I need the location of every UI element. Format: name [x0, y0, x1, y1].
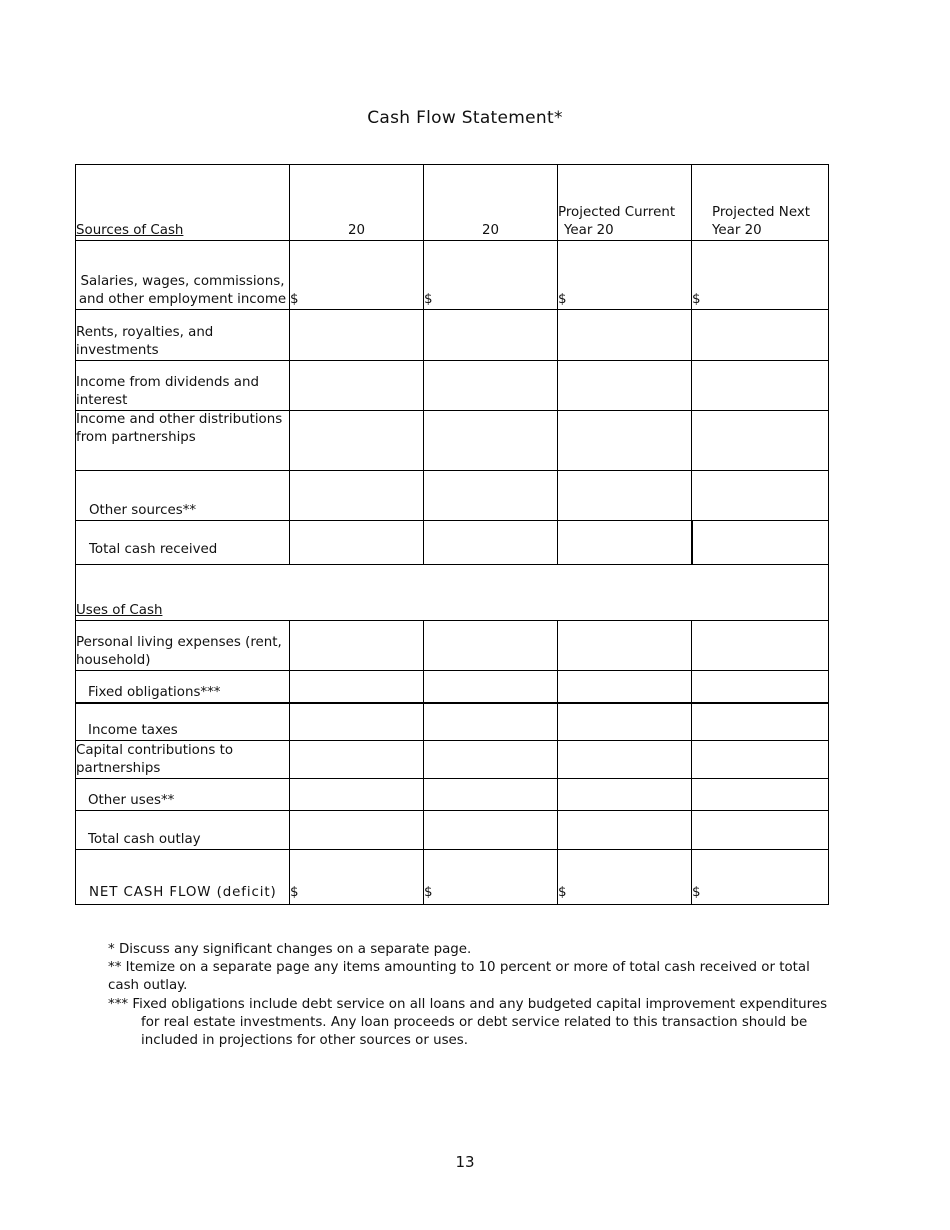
table-row	[76, 671, 829, 703]
amount-cell[interactable]	[692, 621, 829, 671]
row-label-partnership-distributions: Income and other distributions from partnerships	[76, 411, 290, 471]
amount-cell[interactable]	[424, 850, 558, 905]
footnotes	[108, 941, 838, 1050]
table-row	[76, 621, 829, 671]
amount-cell[interactable]	[424, 779, 558, 811]
projected-current-line2: Year 20	[564, 223, 614, 238]
amount-cell[interactable]	[558, 361, 692, 411]
amount-cell[interactable]	[290, 741, 424, 779]
page-title: Cash Flow Statement*	[367, 108, 563, 128]
row-label-fixed-obligations: Fixed obligations***	[76, 671, 290, 703]
amount-cell[interactable]	[692, 850, 829, 905]
uses-of-cash-heading: Uses of Cash	[76, 603, 163, 618]
column-header-projected-current	[558, 165, 692, 241]
column-header-projected-next	[692, 165, 829, 241]
amount-cell[interactable]	[692, 779, 829, 811]
row-label-total-cash-received: Total cash received	[76, 521, 290, 565]
amount-cell[interactable]	[692, 241, 829, 310]
amount-cell[interactable]	[424, 471, 558, 521]
amount-cell[interactable]	[424, 310, 558, 361]
amount-cell[interactable]	[290, 671, 424, 703]
amount-cell[interactable]	[692, 671, 829, 703]
amount-cell[interactable]	[424, 411, 558, 471]
row-label-total-cash-outlay: Total cash outlay	[76, 811, 290, 850]
amount-cell[interactable]	[290, 471, 424, 521]
amount-cell[interactable]	[424, 703, 558, 741]
footnote-3: *** Fixed obligations include debt service on all loans and any budgeted capital improvement expenditures for real estate investments. Any loan proceeds or debt service related to this transaction should be included in projections for other sources or uses.	[108, 996, 828, 1049]
amount-cell[interactable]	[692, 471, 829, 521]
amount-cell[interactable]	[558, 241, 692, 310]
column-header-year-2: 20	[424, 165, 558, 241]
amount-cell[interactable]	[558, 779, 692, 811]
amount-cell[interactable]	[290, 703, 424, 741]
amount-cell[interactable]	[424, 811, 558, 850]
amount-cell[interactable]	[692, 310, 829, 361]
amount-cell[interactable]	[290, 411, 424, 471]
row-label-living-expenses: Personal living expenses (rent, household)	[76, 621, 290, 671]
amount-cell[interactable]	[558, 671, 692, 703]
amount-cell[interactable]	[692, 703, 829, 741]
amount-cell[interactable]	[290, 521, 424, 565]
amount-cell[interactable]	[290, 621, 424, 671]
footnote-1: * Discuss any significant changes on a separate page.	[108, 942, 472, 957]
row-label-capital-contributions: Capital contributions to partnerships	[76, 741, 290, 779]
amount-cell[interactable]	[692, 361, 829, 411]
amount-cell[interactable]	[692, 811, 829, 850]
dollar-sign: $	[692, 885, 701, 900]
table-row	[76, 471, 829, 521]
amount-cell[interactable]	[692, 741, 829, 779]
column-header-year-1: 20	[290, 165, 424, 241]
row-label-income-taxes: Income taxes	[76, 703, 290, 741]
page-number: 13	[455, 1153, 475, 1171]
table-header-row	[76, 165, 829, 241]
row-label-other-uses: Other uses**	[76, 779, 290, 811]
cash-flow-table	[75, 164, 829, 905]
dollar-sign: $	[290, 292, 299, 307]
amount-cell[interactable]	[424, 621, 558, 671]
row-label-other-sources: Other sources**	[76, 471, 290, 521]
table-row	[76, 779, 829, 811]
projected-current-line1: Projected Current	[558, 205, 676, 220]
amount-cell[interactable]	[558, 310, 692, 361]
table-row	[76, 241, 829, 310]
amount-cell[interactable]	[692, 411, 829, 471]
amount-cell[interactable]	[290, 361, 424, 411]
amount-cell[interactable]	[290, 310, 424, 361]
amount-cell[interactable]	[558, 411, 692, 471]
amount-cell[interactable]	[290, 850, 424, 905]
dollar-sign: $	[290, 885, 299, 900]
dollar-sign: $	[558, 292, 567, 307]
projected-next-line2: Year 20	[712, 223, 762, 238]
footnote-2: ** Itemize on a separate page any items amounting to 10 percent or more of total cash received or total cash outlay.	[108, 960, 810, 994]
amount-cell[interactable]	[424, 241, 558, 310]
table-row	[76, 811, 829, 850]
dollar-sign: $	[692, 292, 701, 307]
table-row	[76, 361, 829, 411]
amount-cell[interactable]	[290, 241, 424, 310]
dollar-sign: $	[424, 885, 433, 900]
amount-cell[interactable]	[558, 521, 692, 565]
amount-cell[interactable]	[558, 703, 692, 741]
table-row	[76, 411, 829, 471]
row-label-dividends: Income from dividends and interest	[76, 361, 290, 411]
sources-of-cash-heading: Sources of Cash	[76, 223, 184, 238]
projected-next-line1: Projected Next	[712, 205, 811, 220]
amount-cell[interactable]	[558, 811, 692, 850]
uses-header-cell	[76, 565, 829, 621]
dollar-sign: $	[424, 292, 433, 307]
row-label-rents: Rents, royalties, and investments	[76, 310, 290, 361]
amount-cell[interactable]	[558, 471, 692, 521]
table-row	[76, 741, 829, 779]
table-row	[76, 521, 829, 565]
sources-header-cell	[76, 165, 290, 241]
row-label-net-cash-flow: NET CASH FLOW (deficit)	[76, 850, 290, 905]
amount-cell[interactable]	[424, 671, 558, 703]
amount-cell[interactable]	[558, 621, 692, 671]
amount-cell[interactable]	[424, 521, 558, 565]
amount-cell[interactable]	[558, 741, 692, 779]
uses-section-row	[76, 565, 829, 621]
net-cash-flow-row	[76, 850, 829, 905]
table-row	[76, 703, 829, 741]
amount-cell[interactable]	[558, 850, 692, 905]
amount-cell[interactable]	[424, 361, 558, 411]
amount-cell[interactable]	[424, 741, 558, 779]
row-label-salaries: Salaries, wages, commissions, and other employment income	[76, 241, 290, 310]
amount-cell[interactable]	[692, 521, 829, 565]
table-row	[76, 310, 829, 361]
amount-cell[interactable]	[290, 811, 424, 850]
amount-cell[interactable]	[290, 779, 424, 811]
dollar-sign: $	[558, 885, 567, 900]
